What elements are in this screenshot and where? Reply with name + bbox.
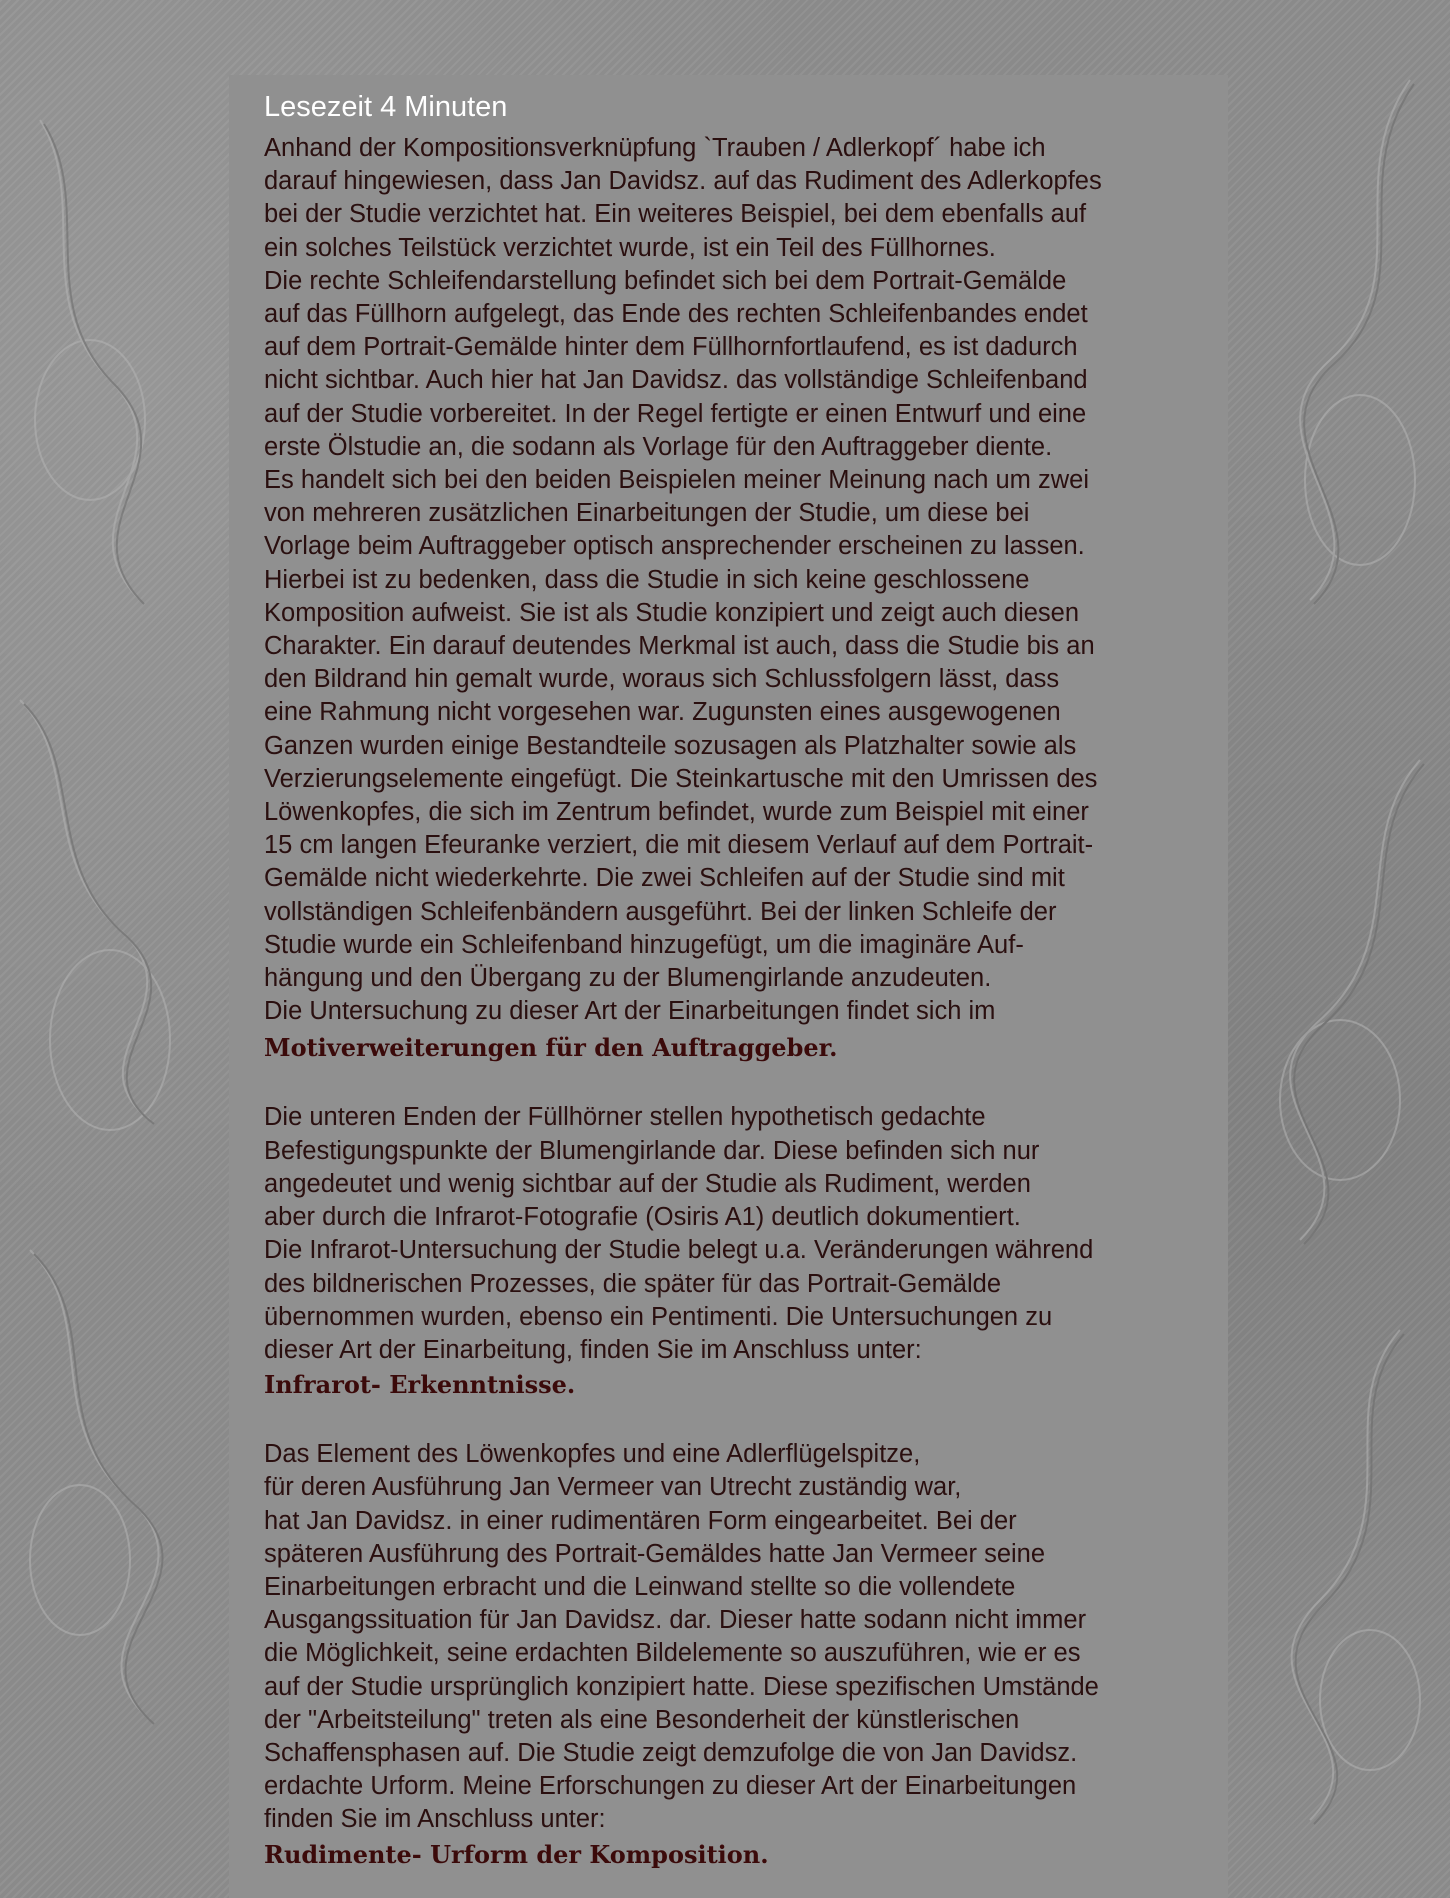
paragraph-3: Das Element des Löwenkopfes und eine Adlerflügelspitze, für deren Ausführung Jan Vermeer van Utrecht zuständig war, hat Jan Davidsz. in einer rudimentären Form eingearbeitet. Bei der späteren Ausführung des Portrait-Gemäldes hatte Jan Vermeer seine Einarbeitungen erbracht und die Leinwand stellte so die vollendete Ausgangssituation für Jan Davidsz. dar. Dieser hatte sodann nicht immer die Möglichkeit, seine erdachten Bildelemente so auszuführen, wie er es auf der Studie ursprünglich konzipiert hatte. Diese spezifischen Umstände der "Arbeitsteilung" treten als eine Besonderheit der künstlerischen Schaffensphasen auf. Die Studie zeigt demzufolge die von Jan Davidsz. erdachte Urform. Meine Erforschungen zu dieser Art der Einarbeitungen finden Sie im Anschluss unter: xyxy=(264,1440,1099,1834)
link-infrarot-erkenntnisse[interactable]: Infrarot- Erkenntnisse. xyxy=(264,1370,576,1400)
link-rudimente-urform[interactable]: Rudimente- Urform der Komposition. xyxy=(264,1839,769,1869)
content-panel xyxy=(229,75,1228,1898)
section-spacer xyxy=(264,1403,1208,1438)
reading-time: Lesezeit 4 Minuten xyxy=(264,91,508,123)
background-relief-left xyxy=(0,0,230,1898)
paragraph-2: Die unteren Enden der Füllhörner stellen hypothetisch gedachte Befestigungspunkte der Blumengirlande dar. Diese befinden sich nur angedeutet und wenig sichtbar auf der Studie als Rudiment, werden aber durch die Infrarot-Fotografie (Osiris A1) deutlich dokumentiert. Die Infrarot-Untersuchung der Studie belegt u.a. Veränderungen während des bildnerischen Prozesses, die später für das Portrait-Gemälde übernommen wurden, ebenso ein Pentimenti. Die Untersuchungen zu dieser Art der Einarbeitung, finden Sie im Anschluss unter: xyxy=(264,1103,1094,1364)
paragraph-1: Anhand der Kompositionsverknüpfung `Trauben / Adlerkopf´ habe ich darauf hingewiesen, dass Jan Davidsz. auf das Rudiment des Adlerkopfes bei der Studie verzichtet hat. Ein weiteres Beispiel, bei dem ebenfalls auf ein solches Teilstück verzichtet wurde, ist ein Teil des Füllhornes. Die rechte Schleifendarstellung befindet sich bei dem Portrait-Gemälde auf das Füllhorn aufgelegt, das Ende des rechten Schleifenbandes endet auf dem Portrait-Gemälde hinter dem Füllhornfortlaufend, es ist dadurch nicht sichtbar. Auch hier hat Jan Davidsz. das vollständige Schleifenband auf der Studie vorbereitet. In der Regel fertigte er einen Entwurf und eine erste Ölstudie an, die sodann als Vorlage für den Auftraggeber diente. Es handelt sich bei den beiden Beispielen meiner Meinung nach um zwei von mehreren zusätzlichen Einarbeitungen der Studie, um diese bei Vorlage beim Auftraggeber optisch ansprechender erscheinen zu lassen. Hierbei ist zu bedenken, dass die Studie in sich keine geschlossene Komposition aufweist. Sie ist als Studie konzipiert und zeigt auch diesen Charakter. Ein darauf deutendes Merkmal ist auch, dass die Studie bis an den Bildrand hin gemalt wurde, woraus sich Schlussfolgern lässt, dass eine Rahmung nicht vorgesehen war. Zugunsten eines ausgewogenen Ganzen wurden einige Bestandteile sozusagen als Platzhalter sowie als Verzierungselemente eingefügt. Die Steinkartusche mit den Umrissen des Löwenkopfes, die sich im Zentrum befindet, wurde zum Beispiel mit einer 15 cm langen Efeuranke verziert, die mit diesem Verlauf auf dem Portrait- Gemälde nicht wiederkehrte. Die zwei Schleifen auf der Studie sind mit vollständigen Schleifenbändern ausgeführt. Bei der linken Schleife der Studie wurde ein Schleifenband hinzugefügt, um die imaginäre Auf- hängung und den Übergang zu der Blumengirlande anzudeuten. Die Untersuchung zu dieser Art der Einarbeitungen findet sich im xyxy=(264,134,1102,1026)
link-motiverweiterungen[interactable]: Motiverweiterungen für den Auftraggeber. xyxy=(264,1033,838,1063)
section-spacer xyxy=(264,1066,1208,1101)
background-relief-right xyxy=(1220,0,1450,1898)
